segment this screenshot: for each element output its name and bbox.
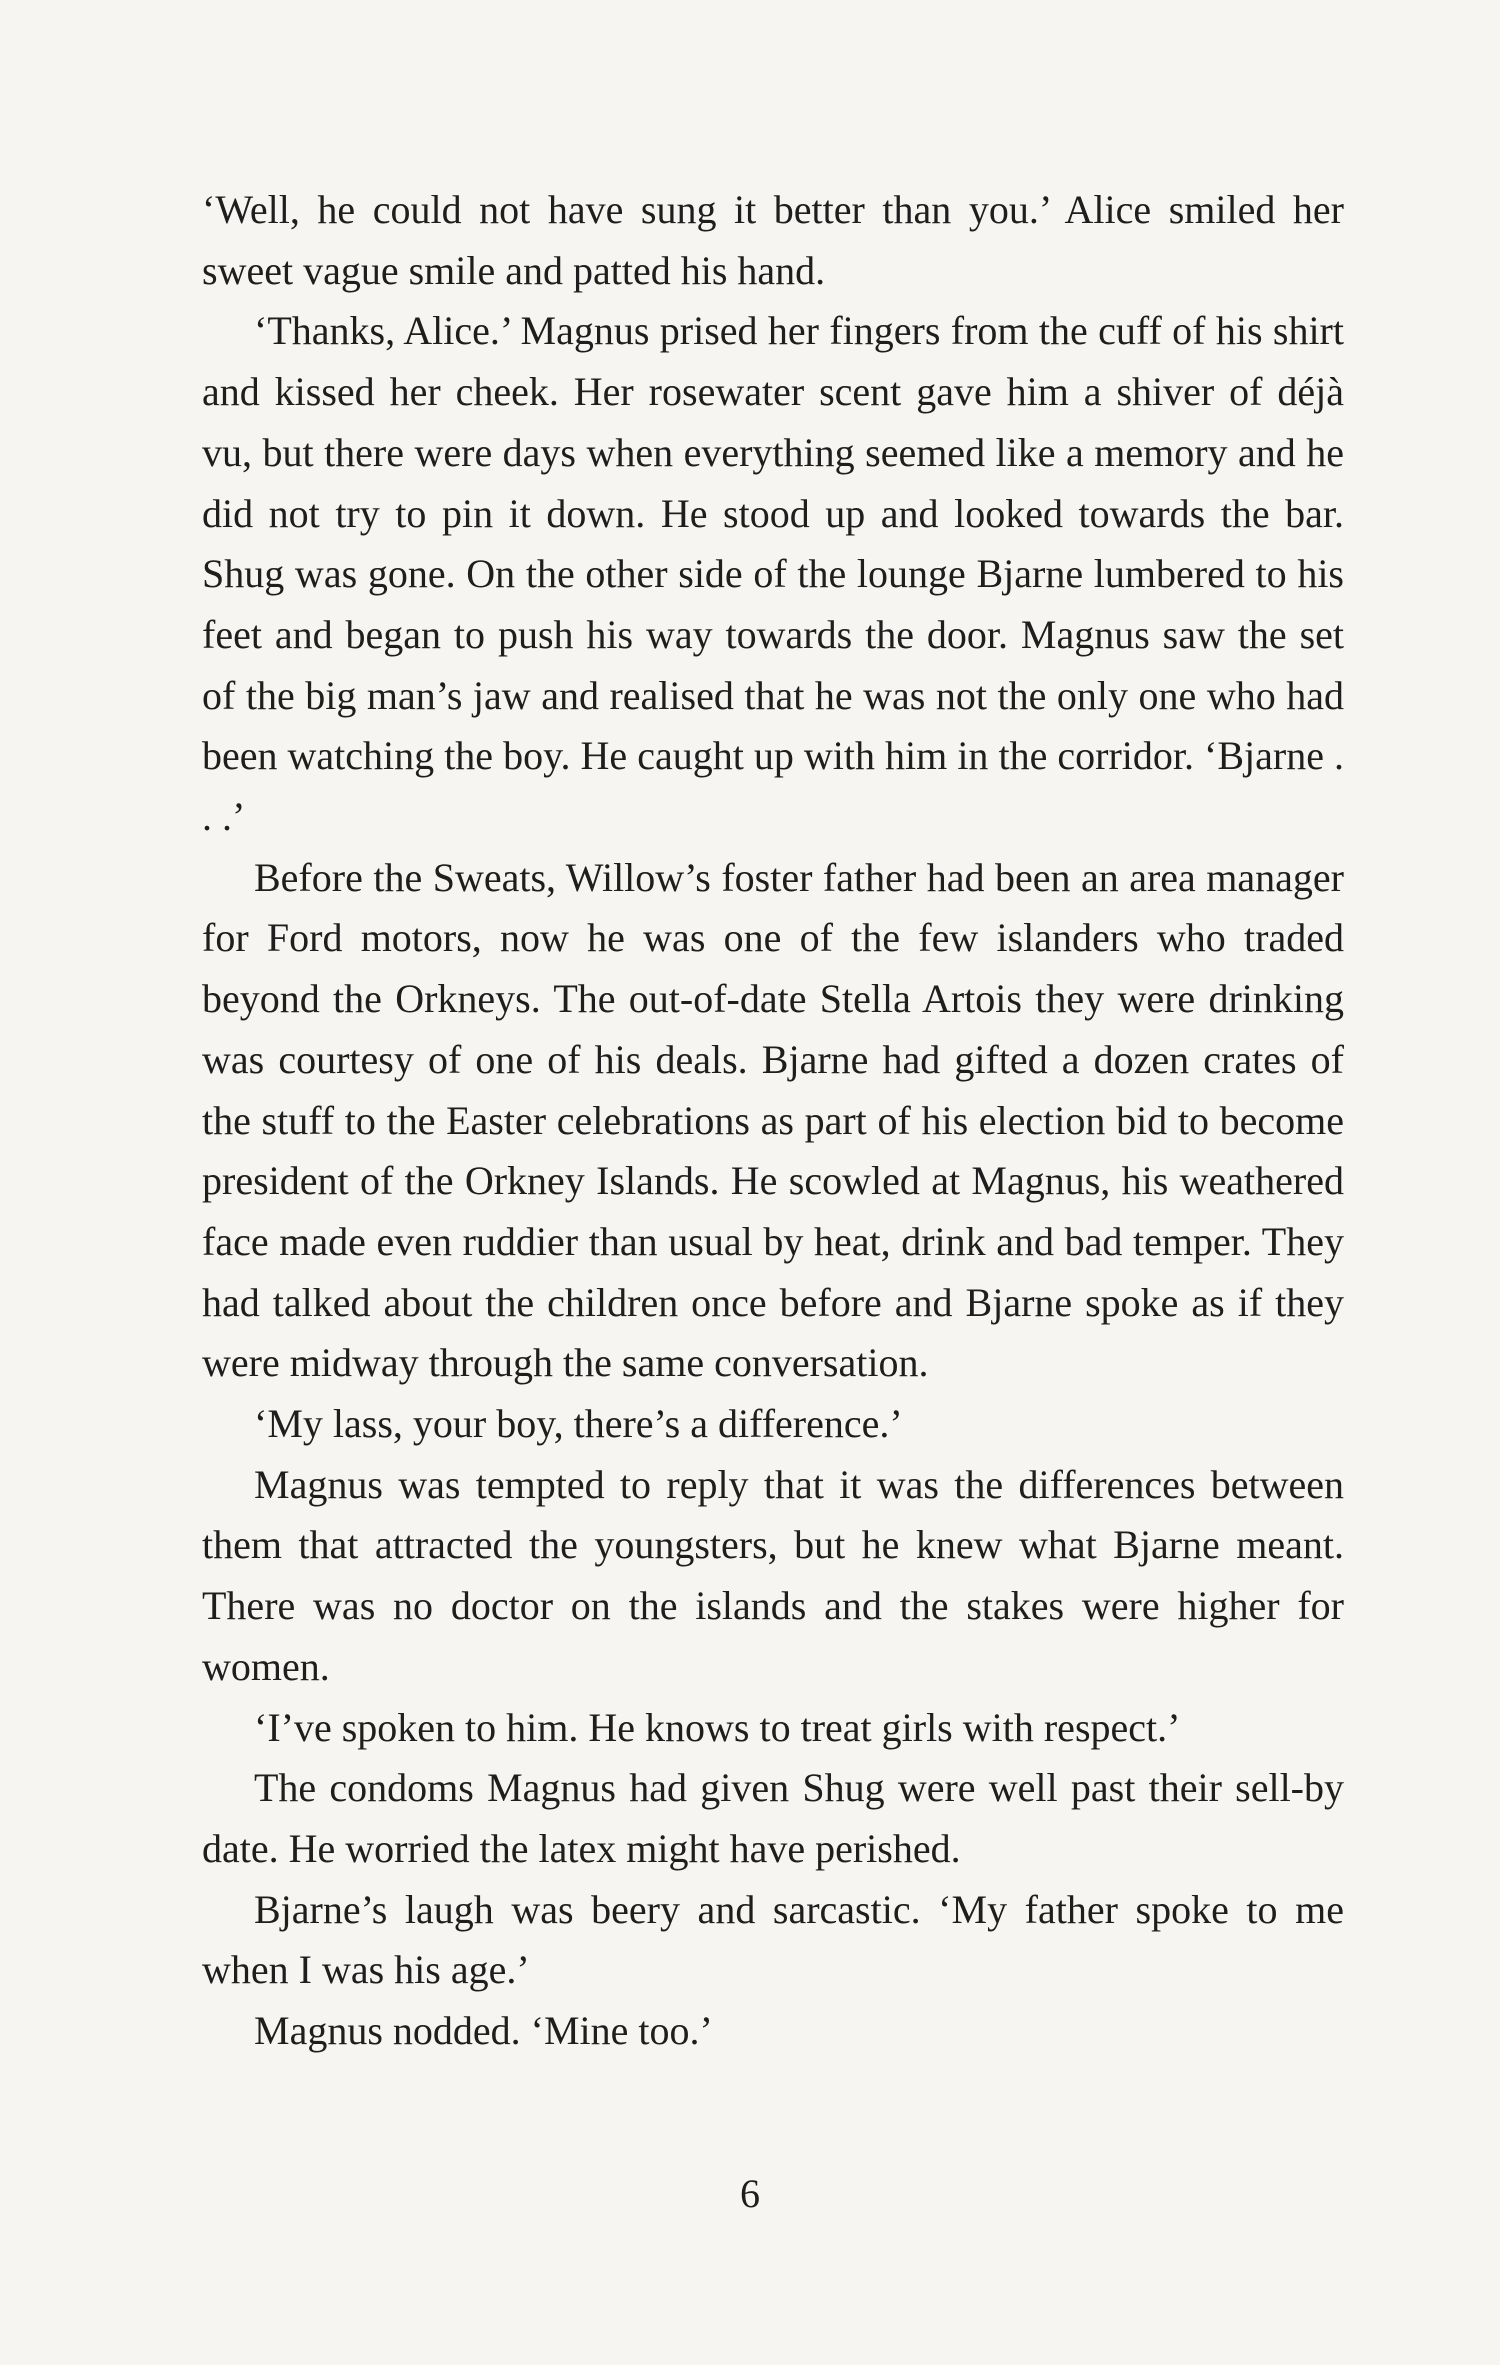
- paragraph-7: The condoms Magnus had given Shug were well past their sell-by date. He worried the latex might have perished.: [202, 1765, 1344, 1871]
- paragraph-4: ‘My lass, your boy, there’s a difference.’: [254, 1401, 903, 1447]
- paragraph-6: ‘I’ve spoken to him. He knows to treat girls with respect.’: [254, 1704, 1181, 1750]
- body-text: [202, 180, 1344, 2062]
- paragraph-2: ‘Thanks, Alice.’ Magnus prised her fingers from the cuff of his shirt and kissed her cheek. Her rosewater scent gave him a shiver of déjà vu, but there were days when everything seemed like a memory and he did not try to pin it down. He stood up and looked towards the bar. Shug was gone. On the other side of the lounge Bjarne lumbered to his feet and began to push his way towards the door. Magnus saw the set of the big man’s jaw and realised that he was not the only one who had been watching the boy. He caught up with him in the corridor. ‘Bjarne . . .’: [202, 308, 1344, 840]
- page-number: 6: [740, 2171, 760, 2216]
- paragraph-5: Magnus was tempted to reply that it was the differences between them that attracted the youngsters, but he knew what Bjarne meant. There was no doctor on the islands and the stakes were higher for women.: [202, 1461, 1344, 1689]
- paragraph-1: ‘Well, he could not have sung it better than you.’ Alice smiled her sweet vague smile and patted his hand.: [202, 187, 1344, 293]
- paragraph-8: Bjarne’s laugh was beery and sarcastic. ‘My father spoke to me when I was his age.’: [202, 1886, 1344, 1993]
- paragraph-9: Magnus nodded. ‘Mine too.’: [254, 2008, 713, 2054]
- paragraph-3: Before the Sweats, Willow’s foster father had been an area manager for Ford motors, now he was one of the few islanders who traded beyond the Orkneys. The out-of-date Stella Artois they were drinking was courtesy of one of his deals. Bjarne had gifted a dozen crates of the stuff to the Easter celebrations as part of his election bid to become president of the Orkney Islands. He scowled at Magnus, his weathered face made even ruddier than usual by heat, drink and bad temper. They had talked about the children once before and Bjarne spoke as if they were midway through the same conversation.: [202, 854, 1344, 1386]
